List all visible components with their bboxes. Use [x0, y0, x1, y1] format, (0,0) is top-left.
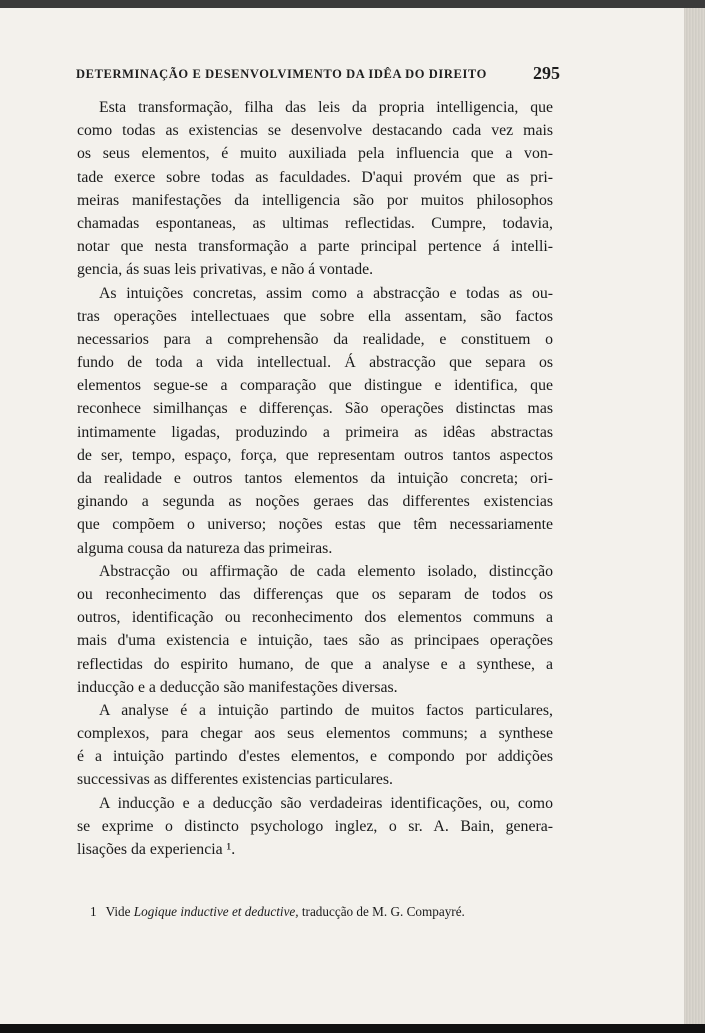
text-line: tras operações intellectuaes que sobre ella assentam, são factos: [77, 307, 553, 325]
text-line: necessarios para a comprehensão da realidade, e constituem o: [77, 330, 553, 348]
text-line: As intuições concretas, assim como a abstracção e todas as ou-: [99, 284, 553, 302]
running-head: DETERMINAÇÃO E DESENVOLVIMENTO DA IDÊA DO DIREITO: [76, 67, 487, 81]
text-line: fundo de toda a vida intellectual. Á abstracção que separa os: [77, 354, 553, 372]
page-header: [76, 63, 560, 85]
text-line: meiras manifestações da intelligencia são por muitos philosophos: [77, 191, 553, 209]
text-line: que compõem o universo; noções estas que têm necessariamente: [77, 516, 553, 534]
footnote-prefix: Vide: [105, 904, 131, 919]
text-line: lisações da experiencia ¹.: [77, 841, 236, 858]
text-line: Esta transformação, filha das leis da propria intelligencia, que: [99, 99, 553, 116]
page-edges: [684, 8, 705, 1026]
footnote-book-title: Logique inductive et deductive,: [133, 904, 299, 919]
scan-bottom-border: [0, 1024, 705, 1033]
text-line: ou reconhecimento das differenças que os separam de todos os: [77, 585, 553, 603]
text-line: tade exerce sobre todas as faculdades. D'aqui provém que as pri-: [77, 168, 553, 186]
text-line: reflectidas do espirito humano, de que a analyse e a synthese, a: [77, 655, 553, 673]
text-line: intimamente ligadas, produzindo a primeira as idêas abstractas: [77, 423, 553, 441]
footnote-suffix: traducção de M. G. Compayré.: [301, 904, 465, 919]
text-line: da realidade e outros tantos elementos da intuição concreta; ori-: [77, 470, 553, 487]
text-line: de ser, tempo, espaço, força, que representam outros tantos aspectos: [77, 446, 553, 464]
text-line: gencia, ás suas leis privativas, e não á vontade.: [77, 261, 374, 279]
text-line: Abstracção ou affirmação de cada elemento isolado, distincção: [99, 562, 553, 580]
text-line: é a intuição partindo d'estes elementos, e compondo por addições: [77, 748, 553, 766]
text-line: outros, identificação ou reconhecimento dos elementos communs a: [77, 609, 553, 627]
text-line: elementos segue-se a comparação que distingue e identifica, que: [77, 377, 553, 395]
text-line: alguma cousa da natureza das primeiras.: [77, 539, 333, 557]
text-line: chamadas espontaneas, as ultimas reflectidas. Cumpre, todavia,: [77, 214, 553, 232]
text-line: successivas as differentes existencias particulares.: [77, 771, 393, 789]
text-line: os seus elementos, é muito auxiliada pela influencia que a von-: [77, 145, 553, 163]
footnote: [90, 904, 530, 920]
text-line: A inducção e a deducção são verdadeiras identificações, ou, como: [99, 794, 553, 812]
page-number: 295: [533, 63, 560, 83]
text-line: A analyse é a intuição partindo de muitos factos particulares,: [99, 701, 553, 719]
text-line: mais d'uma existencia e intuição, taes são as principaes operações: [77, 632, 553, 650]
text-line: como todas as existencias se desenvolve destacando cada vez mais: [77, 122, 553, 140]
text-line: notar que nesta transformação a parte principal pertence á intelli-: [77, 238, 553, 256]
footnote-marker: 1: [90, 904, 97, 919]
text-line: ginando a segunda as noções geraes das differentes existencias: [77, 493, 553, 511]
body-text: [77, 96, 553, 861]
text-line: reconhece similhanças e differenças. São operações distinctas mas: [77, 400, 553, 418]
text-line: inducção e a deducção são manifestações diversas.: [77, 678, 398, 696]
scan-top-border: [0, 0, 705, 8]
text-line: se exprime o distincto psychologo inglez, o sr. A. Bain, genera-: [77, 817, 553, 835]
text-line: complexos, para chegar aos seus elementos communs; a synthese: [77, 725, 553, 743]
